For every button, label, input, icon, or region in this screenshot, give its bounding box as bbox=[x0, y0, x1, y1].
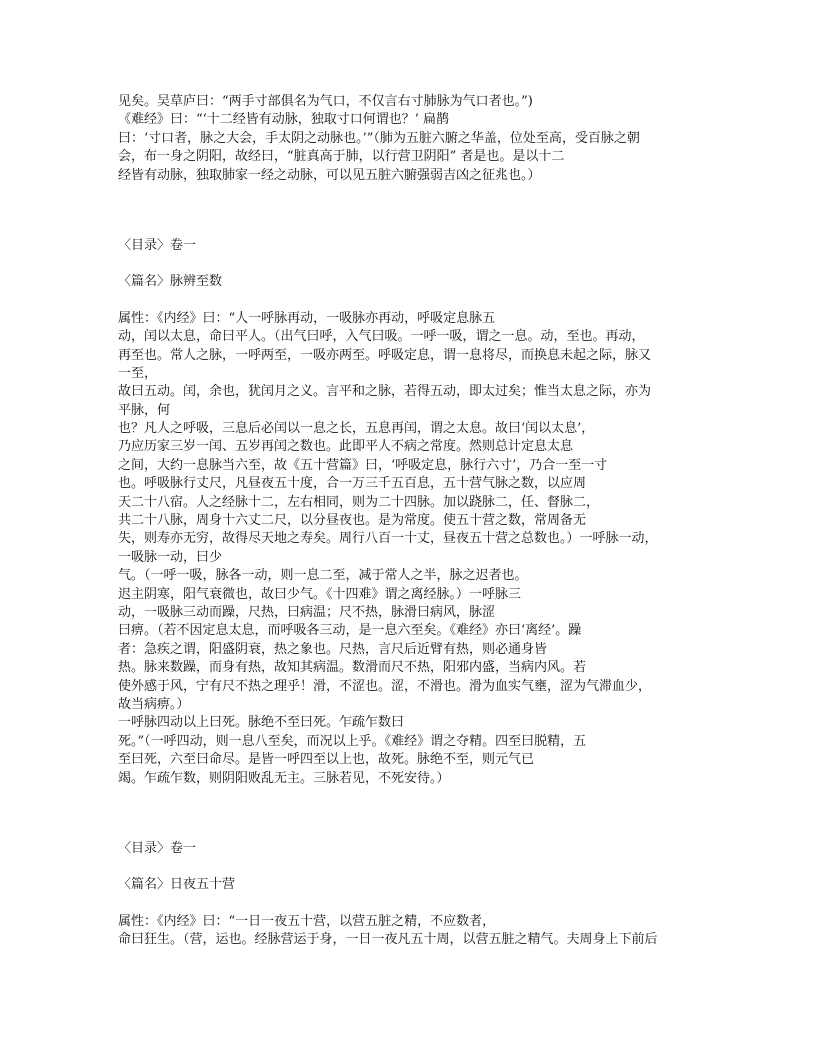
continuation-paragraph bbox=[118, 93, 718, 185]
text-line: 迟主阴寒，阳气衰微也，故曰少气。《十四难》谓之离经脉。）一呼脉三 bbox=[118, 586, 522, 602]
text-line: 者：急疾之谓，阳盛阴衰，热之象也。尺热，言尺后近臂有热，则必通身皆 bbox=[118, 641, 548, 657]
catalog-heading: 〈目录〉卷一 bbox=[118, 237, 197, 253]
text-line: 命曰狂生。（营，运也。经脉营运于身，一日一夜凡五十周，以营五脏之精气。夫周身上下前后 bbox=[118, 932, 658, 948]
text-line: 属性：《内经》曰：“一日一夜五十营，以营五脏之精，不应数者， bbox=[118, 913, 496, 929]
text-line: 故当病痹。） bbox=[118, 696, 190, 712]
document-page bbox=[118, 93, 718, 949]
text-line: 一至， bbox=[118, 365, 158, 381]
text-line: 失，则寿亦无穷，故得尽天地之寿矣。周行八百一十丈，昼夜五十营之总数也。）一呼脉一动， bbox=[118, 531, 658, 547]
chapter-title: 〈篇名〉日夜五十营 bbox=[118, 877, 236, 893]
text-line: 使外感于风，宁有尺不热之理乎！滑，不涩也。涩，不滑也。滑为血实气壅，涩为气滞血少， bbox=[118, 678, 652, 694]
text-line: 共二十八脉，周身十六丈二尺，以分昼夜也。是为常度。使五十营之数，常周备无 bbox=[118, 513, 587, 529]
text-line: 动，闰以太息，命曰平人。（出气曰呼，入气曰吸。一呼一吸，谓之一息。动，至也。再动， bbox=[118, 329, 645, 345]
text-line: 至曰死，六至曰命尽。是皆一呼四至以上也，故死。脉绝不至，则元气已 bbox=[118, 752, 535, 768]
text-line: 动，一吸脉三动而躁，尺热，曰病温；尺不热，脉滑曰病风，脉涩 bbox=[118, 604, 496, 620]
spacer bbox=[118, 292, 718, 310]
text-line: 再至也。常人之脉，一呼两至，一吸亦两至。呼吸定息，谓一息将尽，而换息未起之际，脉又 bbox=[118, 347, 652, 363]
text-line: 竭。乍疏乍数，则阴阳败乱无主。三脉若见，不死安待。） bbox=[118, 770, 450, 786]
text-line: 一吸脉一动，曰少 bbox=[118, 549, 223, 565]
text-line: 乃应历家三岁一闰、五岁再闰之数也。此即平人不病之常度。然则总计定息太息 bbox=[118, 439, 574, 455]
text-line: 也。呼吸脉行丈尺，凡昼夜五十度，合一万三千五百息，五十营气脉之数，以应周 bbox=[118, 476, 587, 492]
spacer bbox=[118, 858, 718, 876]
section-gap bbox=[118, 788, 718, 840]
spacer bbox=[118, 895, 718, 913]
chapter-title: 〈篇名〉脉辨至数 bbox=[118, 274, 223, 290]
section-ri-ye-wu-shi-ying bbox=[118, 840, 718, 950]
text-line: 曰：‘寸口者，脉之大会，手太阴之动脉也。’”（肺为五脏六腑之华盖，位处至高，受百脉之朝 bbox=[118, 130, 640, 146]
text-line: 平脉，何 bbox=[118, 402, 171, 418]
catalog-heading: 〈目录〉卷一 bbox=[118, 840, 197, 856]
chapter-body bbox=[118, 310, 718, 788]
text-line: 气。（一呼一吸，脉各一动，则一息二至，减于常人之半，脉之迟者也。 bbox=[118, 568, 528, 584]
section-mai-bian-zhi-shu bbox=[118, 237, 718, 788]
text-line: 属性：《内经》曰：“人一呼脉再动，一吸脉亦再动，呼吸定息脉五 bbox=[118, 310, 496, 326]
text-line: 也？凡人之呼吸，三息后必闰以一息之长，五息再闰，谓之太息。故曰‘闰以太息’， bbox=[118, 421, 595, 437]
text-line: 会，布一身之阴阳，故经曰，“脏真高于肺，以行营卫阴阳” 者是也。是以十二 bbox=[118, 149, 565, 165]
section-gap bbox=[118, 185, 718, 237]
chapter-body bbox=[118, 913, 718, 950]
text-line: 之间，大约一息脉当六至，故《五十营篇》曰，‘呼吸定息，脉行六寸’，乃合一至一寸 bbox=[118, 457, 608, 473]
text-line: 经皆有动脉，独取肺家一经之动脉，可以见五脏六腑强弱吉凶之征兆也。） bbox=[118, 167, 541, 183]
spacer bbox=[118, 255, 718, 273]
text-line: 死。”（一呼四动，则一息八至矣，而况以上乎。《难经》谓之夺精。四至曰脱精，五 bbox=[118, 733, 587, 749]
text-line: 热。脉来数躁，而身有热，故知其病温。数滑而尺不热，阳邪内盛，当病内风。若 bbox=[118, 660, 587, 676]
text-line: 天二十八宿。人之经脉十二，左右相同，则为二十四脉。加以跷脉二，任、督脉二， bbox=[118, 494, 600, 510]
text-line: 见矣。吴草庐曰：“两手寸部俱名为气口，不仅言右寸肺脉为气口者也。”) bbox=[118, 94, 533, 109]
text-line: 《难经》曰：“‘十二经皆有动脉，独取寸口何谓也？’ 扁鹊 bbox=[118, 112, 450, 128]
text-line: 曰痹。（若不因定息太息，而呼吸各三动，是一息六至矣。《难经》亦曰‘离经’。躁 bbox=[118, 623, 582, 639]
text-line: 故曰五动。闰，余也，犹闰月之义。言平和之脉，若得五动，即太过矣；惟当太息之际，亦为 bbox=[118, 384, 652, 400]
text-line: 一呼脉四动以上曰死。脉绝不至曰死。乍疏乍数曰 bbox=[118, 715, 405, 731]
